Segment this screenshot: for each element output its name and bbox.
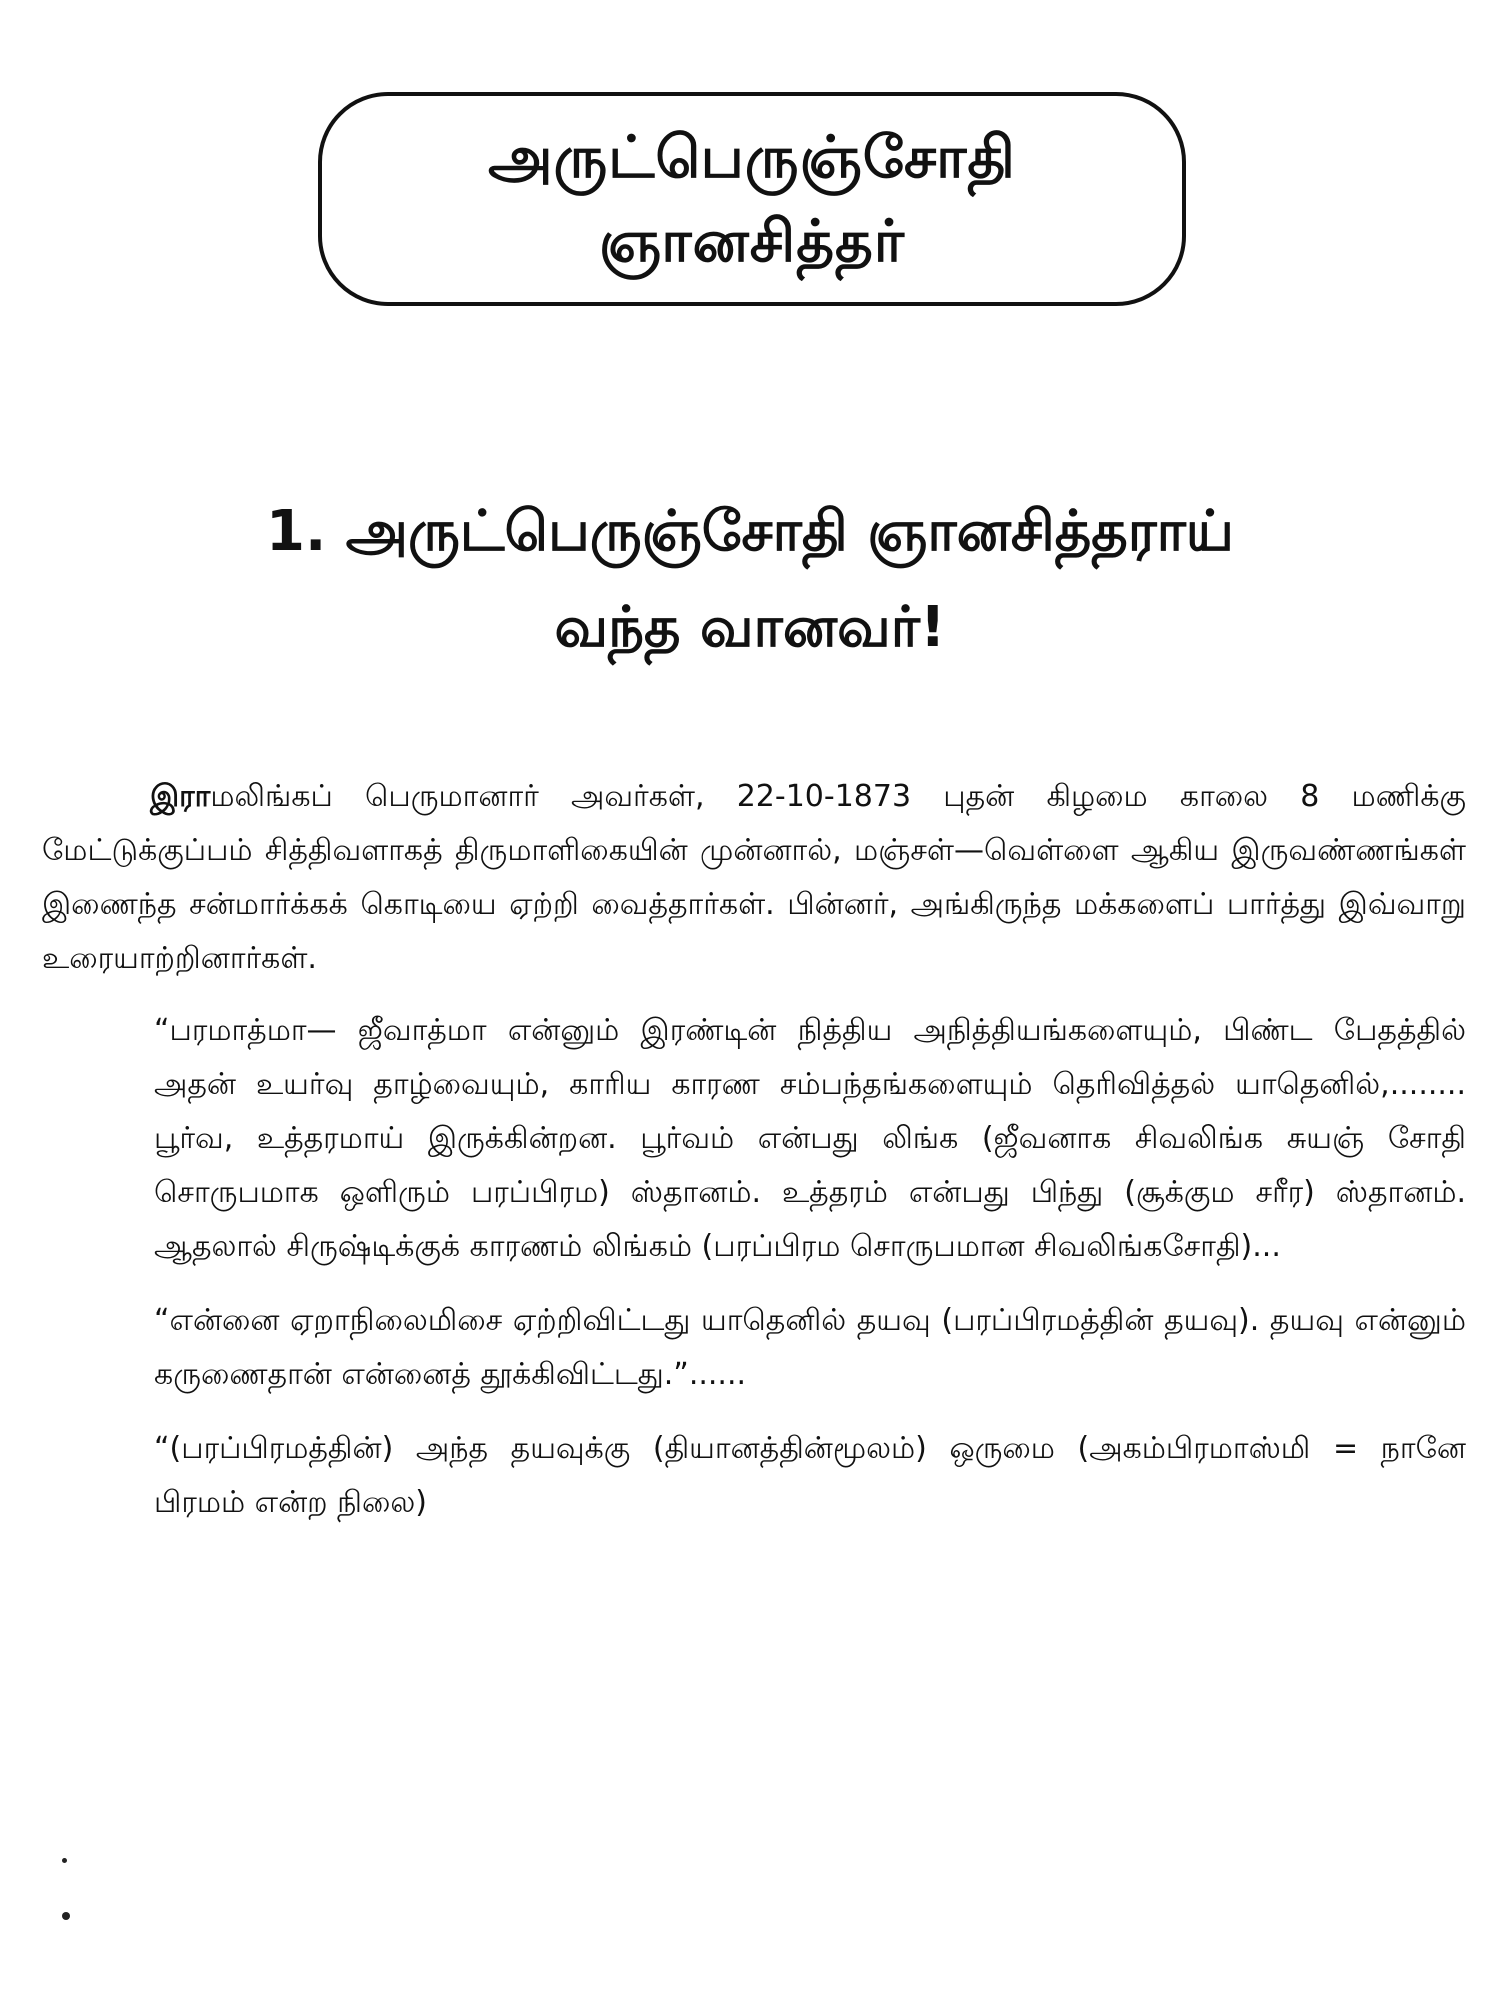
chapter-heading-line-1: 1. அருட்பெருஞ்சோதி ஞானசித்தராய் — [266, 499, 1234, 564]
quote-paragraph-2: “என்னை ஏறாநிலைமிசை ஏற்றிவிட்டது யாதெனில் தயவு (பரப்பிரமத்தின் தயவு). தயவு என்னும் கருணைதான் என்னைத் தூக்கிவிட்டது.”...... — [154, 1303, 1466, 1392]
chapter-heading-line-2: வந்த வானவர்! — [554, 595, 946, 660]
quote-paragraph-1: “பரமாத்மா— ஜீவாத்மா என்னும் இரண்டின் நித்திய அநித்தியங்களையும், பிண்ட பேதத்தில் அதன் உயர்வு தாழ்வையும், காரிய காரண சம்பந்தங்களையும் தெரிவித்தல் யாதெனில்,........ பூர்வ, உத்தரமாய் இருக்கின்றன. பூர்வம் என்பது லிங்க (ஜீவனாக சிவலிங்க சுயஞ் சோதி சொருபமாக ஒளிரும் பரப்பிரம) ஸ்தானம். உத்தரம் என்பது பிந்து (சூக்கும சரீர) ஸ்தானம். ஆதலால் சிருஷ்டிக்குக் காரணம் லிங்கம் (பரப்பிரம சொருபமான சிவலிங்கசோதி)... — [154, 1013, 1466, 1264]
book-title-line-2: ஞானசித்தர் — [598, 207, 906, 275]
book-title-frame — [318, 92, 1186, 306]
opening-paragraph — [42, 770, 1466, 986]
margin-dot-mark — [62, 1858, 67, 1863]
chapter-heading — [40, 484, 1460, 676]
paragraph-text: மலிங்கப் பெருமானார் அவர்கள், 22-10-1873 புதன் கிழமை காலை 8 மணிக்கு மேட்டுக்குப்பம் சித்திவளாகத் திருமாளிகையின் முன்னால், மஞ்சள்—வெள்ளை ஆகிய இருவண்ணங்கள் இணைந்த சன்மார்க்கக் கொடியை ஏற்றி வைத்தார்கள். பின்னர், அங்கிருந்த மக்களைப் பார்த்து இவ்வாறு உரையாற்றினார்கள். — [42, 779, 1466, 976]
quote-paragraph-3: “(பரப்பிரமத்தின்) அந்த தயவுக்கு (தியானத்தின்மூலம்) ஒருமை (அகம்பிரமாஸ்மி = நானே பிரமம் என்ற நிலை) — [154, 1431, 1466, 1520]
book-title-line-1: அருட்பெருஞ்சோதி — [488, 123, 1016, 191]
body-text — [42, 770, 1466, 1530]
margin-dot-mark — [62, 1912, 70, 1920]
paragraph-lead: இரா — [150, 779, 211, 814]
